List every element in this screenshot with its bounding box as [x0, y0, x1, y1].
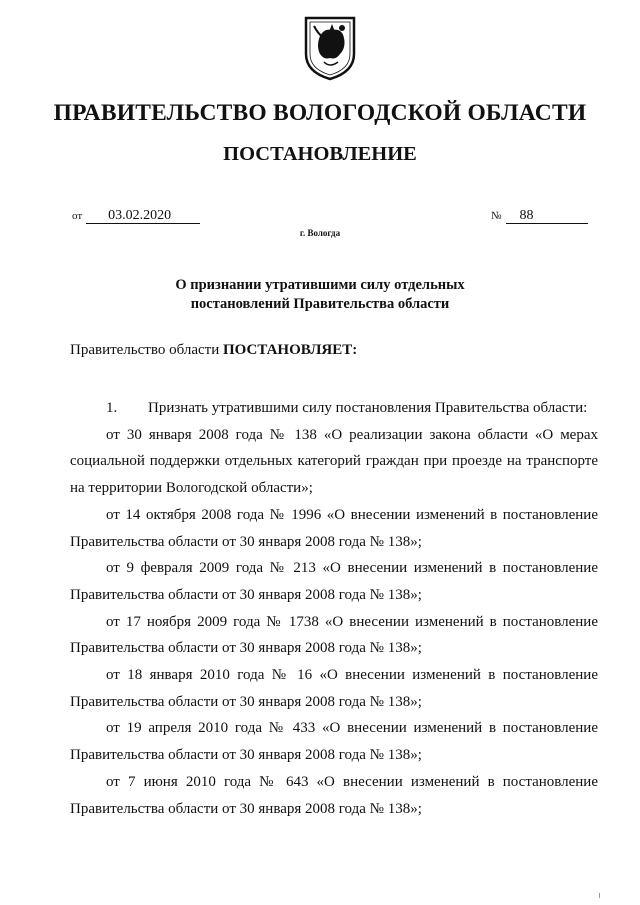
list-item: от 9 февраля 2009 года № 213 «О внесении изменений в постановление Правительства области от 30 января 2008 года № 138»; — [70, 560, 598, 603]
list-item: от 30 января 2008 года № 138 «О реализации закона области «О мерах социальной поддержки отдельных категорий граждан при проезде на транспорте на территории Вологодской области»; — [70, 426, 598, 497]
list-item: от 19 апреля 2010 года № 433 «О внесении изменений в постановление Правительства области от 30 января 2008 года № 138»; — [70, 720, 598, 764]
document-body — [70, 395, 598, 822]
date-label: от — [72, 210, 83, 222]
coat-of-arms-emblem — [302, 14, 358, 82]
decree-prefix: Правительство области — [70, 342, 220, 358]
date-value: 03.02.2020 — [86, 208, 200, 224]
number-label: № — [491, 210, 502, 222]
decree-keyword: ПОСТАНОВЛЯЕТ: — [222, 342, 358, 358]
document-heading — [0, 276, 640, 314]
heading-line-2: постановлений Правительства области — [190, 296, 450, 312]
item-number: 1. — [106, 400, 118, 416]
list-item: от 14 октября 2008 года № 1996 «О внесении изменений в постановление Правительства области от 30 января 2008 года № 138»; — [70, 506, 598, 550]
number-value: 88 — [506, 208, 588, 224]
document-type: ПОСТАНОВЛЕНИЕ — [223, 143, 417, 165]
government-title: ПРАВИТЕЛЬСТВО ВОЛОГОДСКОЙ ОБЛАСТИ — [53, 100, 587, 126]
date-field — [72, 208, 200, 224]
scan-mark — [599, 893, 600, 898]
item-1 — [70, 395, 598, 422]
heading-line-1: О признании утратившими силу отдельных — [175, 277, 465, 293]
list-item: от 18 января 2010 года № 16 «О внесении изменений в постановление Правительства области от 30 января 2008 года № 138»; — [70, 667, 598, 710]
number-field — [491, 208, 588, 224]
list-item: от 7 июня 2010 года № 643 «О внесении изменений в постановление Правительства области от 30 января 2008 года № 138»; — [70, 773, 598, 817]
item-text: Признать утратившими силу постановления Правительства области: — [148, 400, 588, 416]
decree-statement — [70, 342, 357, 359]
city-name: г. Вологда — [299, 228, 341, 238]
list-item: от 17 ноября 2009 года № 1738 «О внесении изменений в постановление Правительства области от 30 января 2008 года № 138»; — [70, 613, 598, 657]
